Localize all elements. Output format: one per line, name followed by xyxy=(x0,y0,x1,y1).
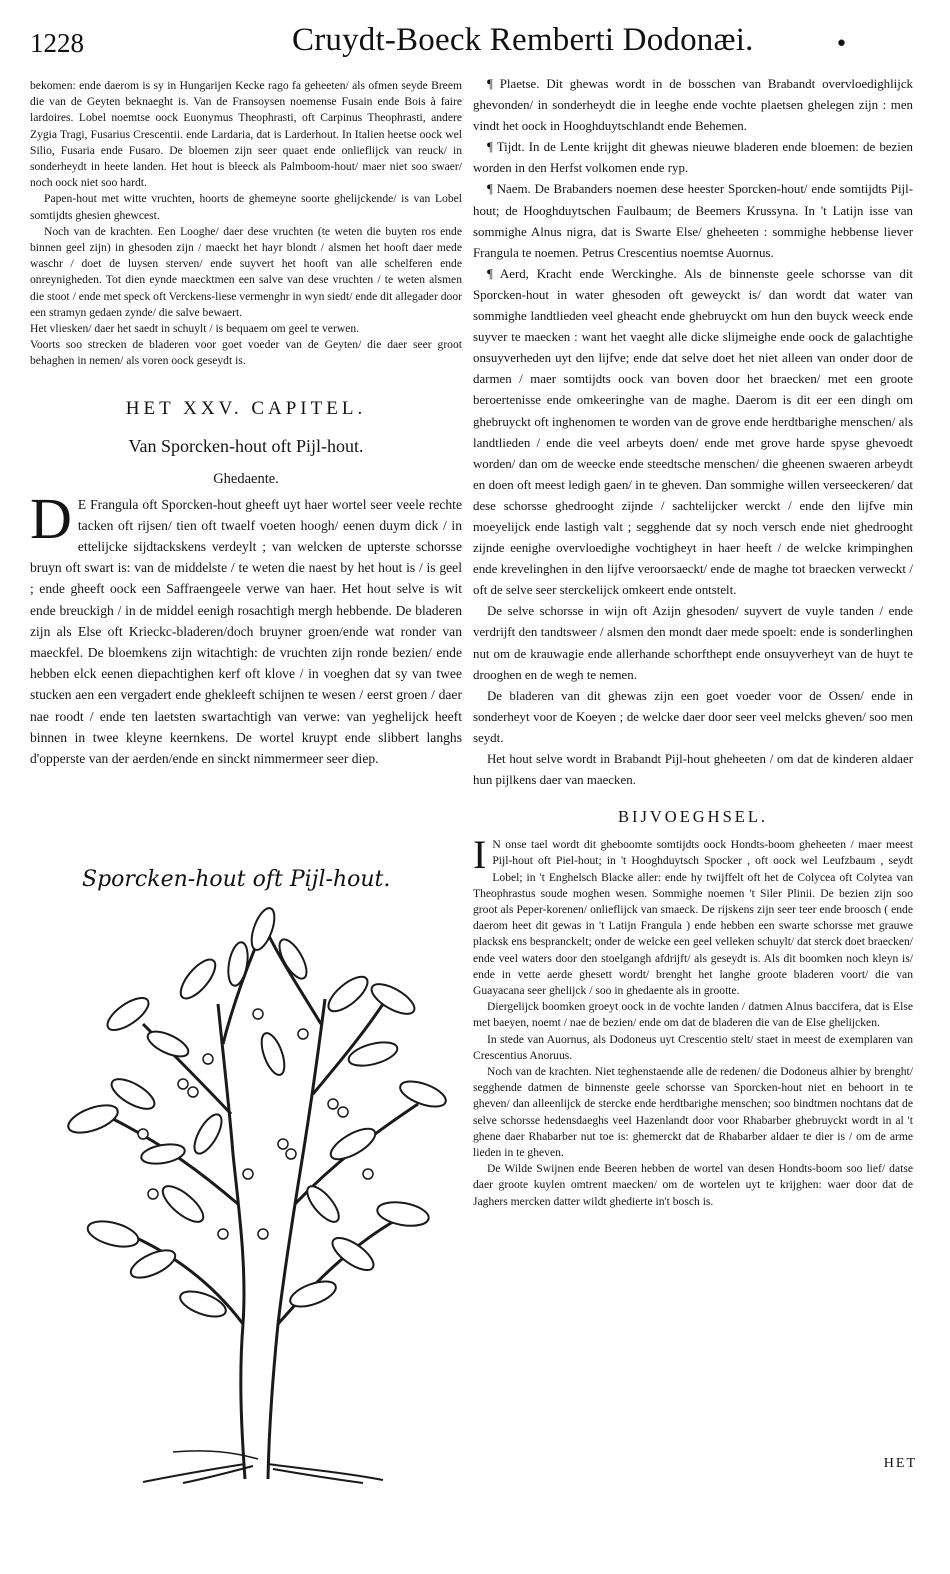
section-paragraph: De selve schorsse in wijn oft Azijn ghesoden/ suyvert de vuyle tanden / ende verdrijft den tandtsweer / alsmen den mondt daer mede spoelt: ende is sonderlinghen nut om de krauwagie ende allerhande schorfthept ende onsuyverheyt van de huyt te drooghen en de wegh te nemen. xyxy=(473,604,913,682)
plant-woodcut-illustration xyxy=(33,904,458,1484)
section-label: Ghedaente. xyxy=(213,470,279,487)
intro-paragraph: Noch van de krachten. Een Looghe/ daer dese vruchten (te weten die buyten ros ende binnen geel zijn) in ghesoden zijn / maeckt het hayr blondt / alsmen het hooft daer mede waschr / doet de luysen sterven/ ende suyvert het hooft van alle schelferen ende onreynigheden. Tot dien eynde maecktmen een salve van dese vruchten / te weten alsmen die stoot / ende met speck oft Verckens-liese vermenghr in wyn siedt/ ende dit allegader door een stramyn gedaen zynde/ die salve bewaert. xyxy=(30,224,462,319)
section-paragraph: De bladeren van dit ghewas zijn een goet voeder voor de Ossen/ ende in sonderheyt voor de Koeyen ; de welcke daer door seer veel melcks gheven/ soo men seydt. xyxy=(473,688,913,745)
chapter-body xyxy=(30,485,462,770)
right-column xyxy=(473,74,913,1210)
left-column xyxy=(30,78,462,769)
running-title: Cruydt-Boeck Remberti Dodonæi. xyxy=(292,22,754,58)
intro-paragraph: Het vliesken/ daer het saedt in schuylt / is bequaem om geel te verwen. xyxy=(30,322,360,336)
intro-paragraph: bekomen: ende daerom is sy in Hungarijen Kecke rago fa geheeten/ als ofmen seyde Breem die van de Geyten beknaeght is. Van de Fransoysen noemense Fusain ende Bois à faire lardoires. Lobel noemtse oock Euonymus Theophrasti, oft Carpinus Theophrasti, andere Zygia Tragi, Fusarius Crescentii. ende Lardaria, dat is Larderhout. In Italien heetse oock wel Silio, Fusaria ende Fusaro. De bloemen zijn seer quaet ende onlieflijck van reuck/ in sonderheydt in heete landen. Het hout is bleeck als Palmboom-hout/ maer niet soo swaer/ noch oock niet soo hardt. xyxy=(30,79,462,190)
section-paragraph: ¶ Plaetse. Dit ghewas wordt in de bosschen van Brabandt overvloedighlijck ghevonden/ in sonderheydt die in leeghe ende vochte plaetsen ghelegen zijn : men vindt het oock in Hooghduytschlandt ende Behemen. xyxy=(473,77,913,134)
section-paragraph: ¶ Naem. De Brabanders noemen dese heester Sporcken-hout/ ende somtijdts Pijl-hout; de Hooghduytschen Faulbaum; de Beemers Krussyna. In 't Latijn isse van sommighe Alnus nigra, dat is Swarte Else/ gheheeten : sommighe hebbense liever Frangula te noemen. Petrus Crescentius noemtse Auornus. xyxy=(473,182,913,260)
section-paragraph: ¶ Tijdt. In de Lente krijght dit ghewas nieuwe bladeren ende bloemen: de bezien worden in den Herfst volkomen ende ryp. xyxy=(473,140,913,176)
drop-cap: D xyxy=(30,485,72,551)
addendum-drop-cap: I xyxy=(473,832,487,878)
addendum-paragraph: De Wilde Swijnen ende Beeren hebben de wortel van desen Hondts-boom soo lief/ datse daer groote kuylen omtrent maecken/ om de wortelen uyt te krijghen: waer door dat de Jaghers mercken datter wildt ghedierte in't bosch is. xyxy=(473,1162,913,1208)
page-header xyxy=(30,22,920,70)
catchword: HET xyxy=(883,1456,917,1471)
addendum-text: N onse tael wordt dit gheboomte somtijdts oock Hondts-boom gheheeten / maer meest Pijl-hout oft Piel-hout; in 't Hooghduytsch Spocker , oft oock wel Leufzbaum , seydt Lobel; in 't Enghelsch Blacke aller: ende hy twijffelt oft het de Colycea oft Colytea van Theophrastus soude moghen wesen. Sommighe noemen 't Siler Plinii. De bezien zijn soo groot als Peper-korenen/ onlieflijck van smaeck. De rijskens zijn seer teer ende broosch ( ende daerom heet dit gewas in 't Latijn Frangula ) ende hebben een swarte schorsse met grauwe placksk ens bespranckelt; onder de welcke een geel velleken schuylt/ dat sterck doet braecken/ ende veel waters door den stoelgangh afdrijft/ als geseydt is. Als dit boomken noch kleyn is/ ende in vette aerde ghesett wordt/ brenght het langhe groote bladeren voort/ die van Guayacana seer ghelijck / soo in ghedaente als in grootte. xyxy=(473,838,913,998)
addendum-paragraph: Noch van de krachten. Niet teghenstaende alle de redenen/ die Dodoneus alhier by brenght/ segghende datmen de binnenste geele schorsse van Sporcken-hout niet en behoort in te gheven/ dan alleenlijck de stercke ende herdtbarighe menschen; soo bindtmen nochtans dat de selve schorsse hedensdaeghs veel Hazenlandt door voor Rhabarber ghebruyckt wordt in al 't ghene daer Rhabarber nut toe is: ghemerckt dat de Rhabarber aldaer te dier is / om de arme lieden in te gheven. xyxy=(473,1065,913,1160)
header-mark: • xyxy=(835,32,848,57)
chapter-title: Van Sporcken-hout oft Pijl-hout. xyxy=(128,435,364,456)
figure-caption: Sporcken-hout oft Pijl-hout. xyxy=(82,867,391,892)
addendum-paragraph xyxy=(473,832,913,999)
intro-paragraph: Voorts soo strecken de bladeren voor goet voeder van de Geyten/ die daer seer groot behaghen in nemen/ als voren oock geseydt is. xyxy=(30,338,462,368)
addendum-heading: BIJVOEGHSEL. xyxy=(617,807,769,827)
addendum-paragraph: In stede van Auornus, als Dodoneus uyt Crescentio stelt/ staet in meest de exemplaren van Crescentius Anoruus. xyxy=(473,1032,913,1062)
section-paragraph: ¶ Aerd, Kracht ende Werckinghe. Als de binnenste geele schorsse van dit Sporcken-hout in water ghesoden oft geweyckt is/ dan wordt dat water van sommighe landtlieden veel gheacht ende ghebruyckt om hun den buyck weeck ende suyver te maecken : want het vaeght alle dicke slijmeighe ende oock de galachtighe onsuyverheden uyt den lijfve; ende dat selve doet het niet alleen van onder door de darmen / maer somtijdts oock van boven door het braecken/ met een groote beroertenisse ende omkeeringhe van de maghe. Daerom is dit eer een dingh om ghebruyckt oft inghenomen te worden van de grove ende herdtbarighe menschen/ als landtlieden / ende die veel arbeyts doen/ ende met grove harde spyse ghevoedt worden/ dan om de weecke ende steedtsche menschen/ die gheenen swaeren arbeydt en doen oft meest ledigh gaen/ in te gheven. Dan sommighe willen verseeckeren/ dat dese schorsse ghedrooght zijnde / sachtelijcker werckt / ende den lijfve min moeyelijck ende lastigh valt ; segghende dat sy noch versch ende niet ghedrooght zijnde eenighe overvloedighe vochtigheyt in haer heeft / de welcke krimpinghen ende krevelinghen in den lijfve veroorsaeckt/ ende de maghe tot braecken verweckt / oft de selve seer sterckelijck omkeert ende ontstelt. xyxy=(473,266,913,598)
addendum-paragraph: Diergelijck boomken groeyt oock in de vochte landen / datmen Alnus baccifera, dat is Else met baeyen, noemt / nae de bezien/ ende om dat de bladeren die van de Else ghelijcken. xyxy=(473,1000,913,1030)
page-number: 1228 xyxy=(30,28,84,58)
section-paragraph: Het hout selve wordt in Brabandt Pijl-hout gheheeten / om dat de kinderen aldaer hun pijlkens daer van maecken. xyxy=(473,752,913,788)
chapter-body-text: E Frangula oft Sporcken-hout gheeft uyt haer wortel seer veele rechte tacken oft rijsen/ tien oft twaelf voeten hoogh/ eenen duym dick / in ettelijcke sijdtackskens verdeylt ; van welcken de upterste schorsse bruyn oft swart is: van de middelste / te weten die naest by het hout is / is geel ; ende gheeft oock een Saffraengeele verwe van haer. Het hout selve is wit ende breuckigh / in de middel eenigh rosachtigh mergh hebbende. De bladeren zijn als Else oft Krieckc-bladeren/doch bruyner groen/ende wat ronder van maeckfel. De bloemkens zijn witachtigh: de vruchten zijn ronde bezien/ ende hebben elck eenen diepachtighen kerf oft klove / in voeghen dat sy van twee stucken aen een vergadert ende ghekleeft schijnen te wesen / eerst groen / daer nae roodt / ende ten laetsten swartachtigh van verwe: van yeghelijck heeft binnen in twee kleyne keernkens. De wortel kruypt ende slibbert langhs d'opperste van der aerden/ende en sinckt nimmermeer seer diep. xyxy=(30,496,462,767)
intro-paragraph: Papen-hout met witte vruchten, hoorts de ghemeyne soorte ghelijckende/ is van Lobel somtijdts ghesien ghewcest. xyxy=(30,192,462,222)
chapter-heading: HET XXV. CAPITEL. xyxy=(125,397,367,419)
